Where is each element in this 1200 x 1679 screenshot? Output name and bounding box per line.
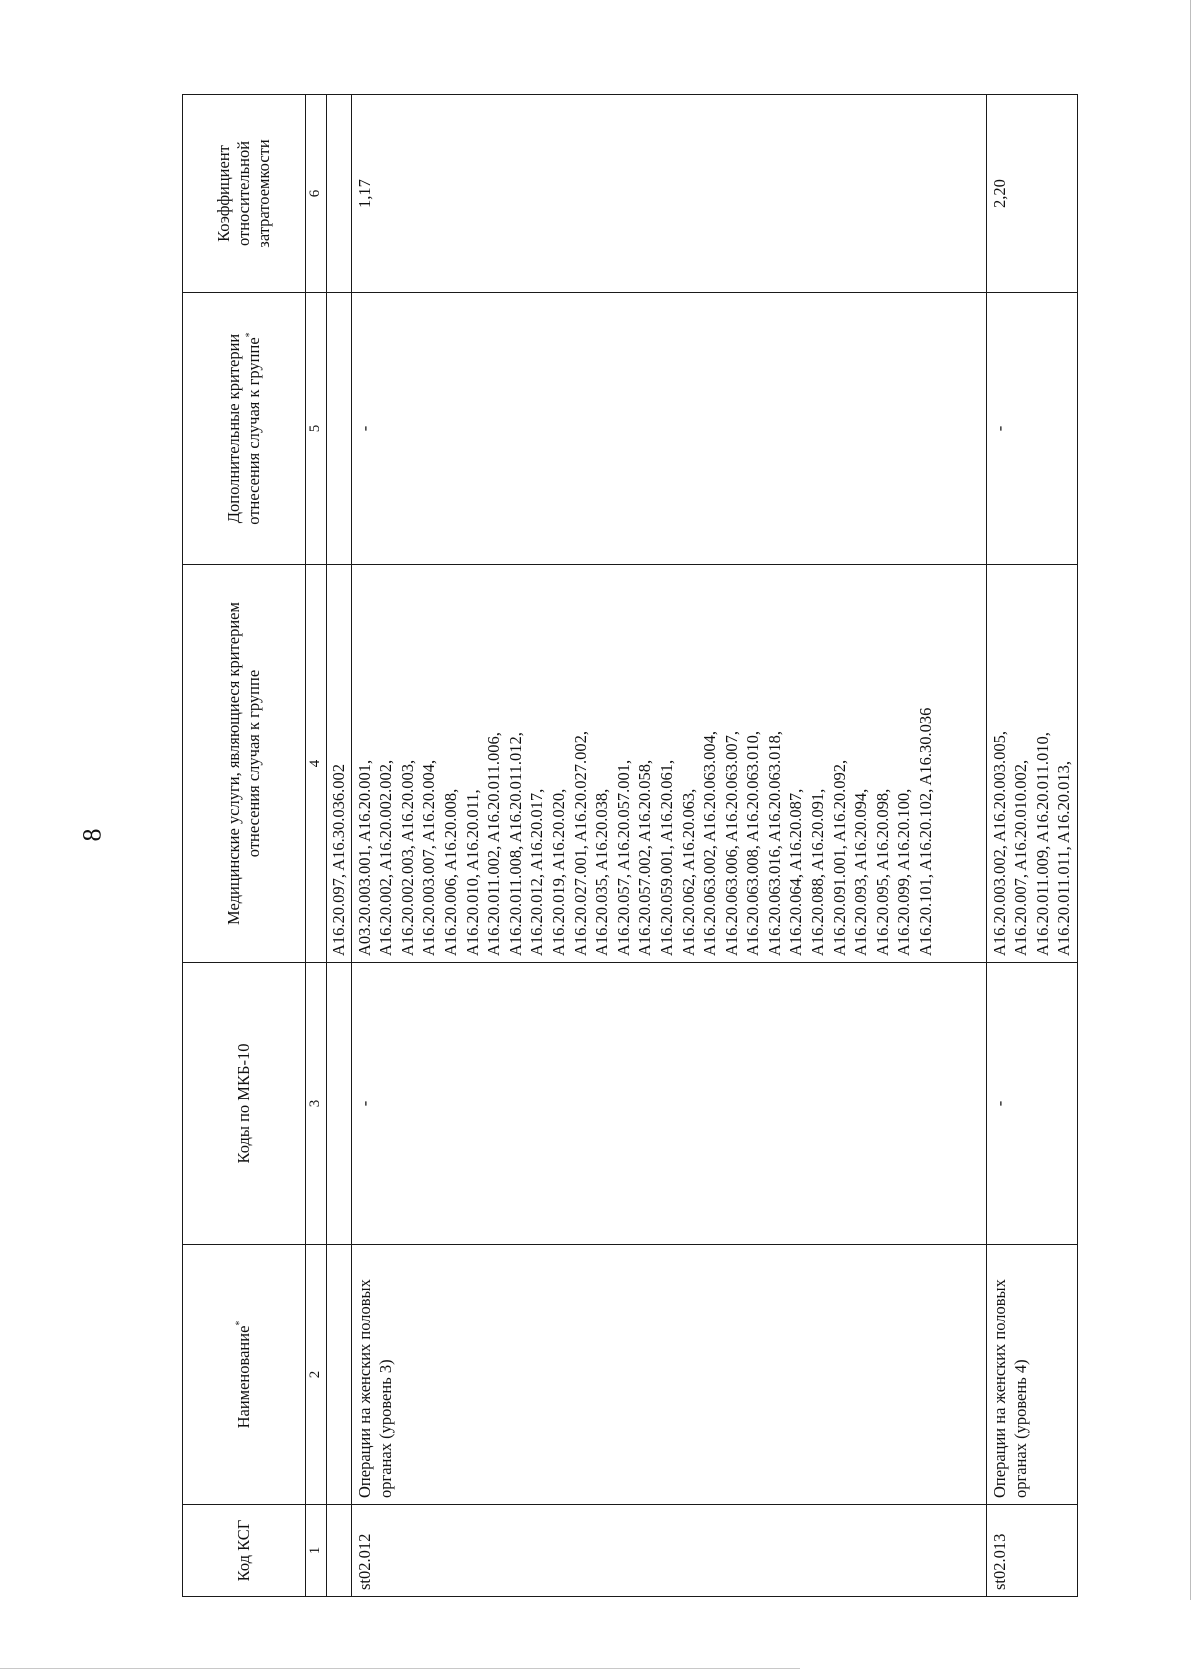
- column-number: 5: [306, 293, 327, 565]
- continuation-row: [327, 95, 352, 1597]
- header-extra-criteria: Дополнительные критерии отнесения случая к группе*: [183, 293, 306, 565]
- cost-coefficient: 1,17: [351, 95, 986, 293]
- column-number: 4: [306, 565, 327, 963]
- ksg-name: Операции на женских половых органах (уровень 4): [986, 1245, 1077, 1505]
- ksg-code: st02.013: [986, 1505, 1077, 1597]
- column-number-row: [306, 95, 327, 1597]
- ksg-table: [182, 94, 1078, 1597]
- column-number: 1: [306, 1505, 327, 1597]
- scan-margin-line: [1190, 0, 1191, 1600]
- icd-codes: -: [351, 963, 986, 1245]
- cont-extra-cell: [327, 293, 352, 565]
- cost-coefficient: 2,20: [986, 95, 1077, 293]
- table-row: [351, 95, 986, 1597]
- table-row: [986, 95, 1077, 1597]
- cont-icd-cell: [327, 963, 352, 1245]
- column-number: 2: [306, 1245, 327, 1505]
- header-name: Наименование*: [183, 1245, 306, 1505]
- table-header-row: [183, 95, 306, 1597]
- ksg-table-container: [182, 95, 1076, 1597]
- column-number: 3: [306, 963, 327, 1245]
- header-icd: Коды по МКБ-10: [183, 963, 306, 1245]
- ksg-name: Операции на женских половых органах (уровень 3): [351, 1245, 986, 1505]
- scan-bottom-line: [0, 1668, 800, 1669]
- extra-criteria: -: [986, 293, 1077, 565]
- cont-name-cell: [327, 1245, 352, 1505]
- header-coefficient: Коэффициент относительной затратоемкости: [183, 95, 306, 293]
- header-code: Код КСГ: [183, 1505, 306, 1597]
- column-number: 6: [306, 95, 327, 293]
- header-services: Медицинские услуги, являющиеся критерием отнесения случая к группе: [183, 565, 306, 963]
- cont-code-cell: [327, 1505, 352, 1597]
- cont-coef-cell: [327, 95, 352, 293]
- service-codes: A03.20.003.001, A16.20.001, A16.20.002, A16.20.002.002, A16.20.002.003, A16.20.003, A16.20.003.007, A16.20.004, A16.20.006, A16.20.008, A16.20.010, A16.20.011, A16.20.011.002, A16.20.011.006, A16.20.011.008, A16.20.011.012, A16.20.012, A16.20.017, A16.20.019, A16.20.020, A16.20.027.001, A16.20.027.002, A16.20.035, A16.20.038, A16.20.057, A16.20.057.001, A16.20.057.002, A16.20.058, A16.20.059.001, A16.20.061, A16.20.062, A16.20.063, A16.20.063.002, A16.20.063.004, A16.20.063.006, A16.20.063.007, A16.20.063.008, A16.20.063.010, A16.20.063.016, A16.20.063.018, A16.20.064, A16.20.087, A16.20.088, A16.20.091, A16.20.091.001, A16.20.092, A16.20.093, A16.20.094, A16.20.095, A16.20.098, A16.20.099, A16.20.100, A16.20.101, A16.20.102, A16.30.036: [351, 565, 986, 963]
- cont-services-cell: A16.20.097, A16.30.036.002: [327, 565, 352, 963]
- extra-criteria: -: [351, 293, 986, 565]
- service-codes: A16.20.003.002, A16.20.003.005, A16.20.007, A16.20.010.002, A16.20.011.009, A16.20.011.010, A16.20.011.011, A16.20.013,: [986, 565, 1077, 963]
- icd-codes: -: [986, 963, 1077, 1245]
- ksg-code: st02.012: [351, 1505, 986, 1597]
- page-number: 8: [77, 828, 107, 842]
